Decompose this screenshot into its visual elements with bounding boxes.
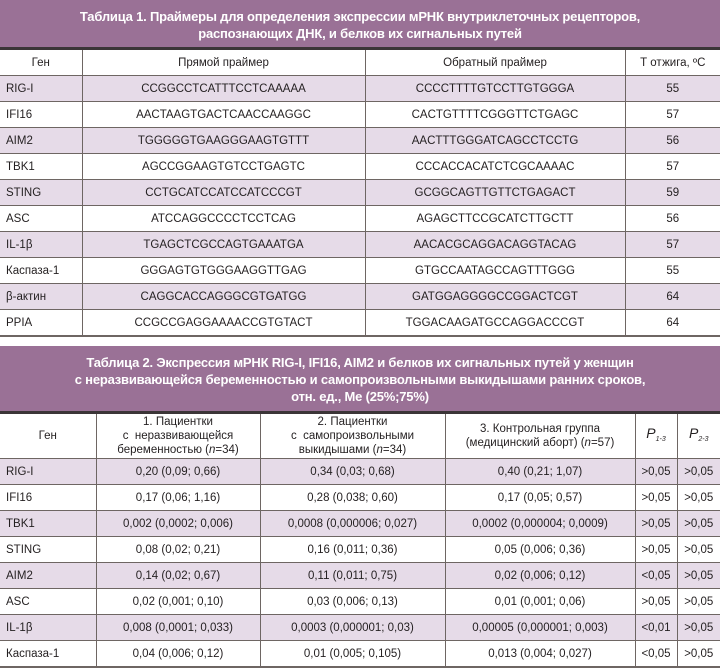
cell-forward-primer: CCGCCGAGGAAAACCGTGTACT <box>82 310 365 337</box>
table-row <box>0 563 720 589</box>
header-text: =34) <box>382 444 407 456</box>
cell-gene: β-актин <box>0 284 82 310</box>
cell-forward-primer: GGGAGTGTGGGAAGGTTGAG <box>82 258 365 284</box>
cell-annealing-temp: 56 <box>625 206 720 232</box>
cell-group-2: 0,28 (0,038; 0,60) <box>260 485 445 511</box>
cell-group-3: 0,05 (0,006; 0,36) <box>445 537 635 563</box>
cell-group-1: 0,008 (0,0001; 0,033) <box>96 615 260 641</box>
cell-reverse-primer: CCCACCACATCTCGCAAAAC <box>365 154 625 180</box>
table-2 <box>0 346 720 668</box>
cell-group-3: 0,00005 (0,000001; 0,003) <box>445 615 635 641</box>
cell-group-3: 0,40 (0,21; 1,07) <box>445 459 635 485</box>
table-1-caption <box>0 0 720 50</box>
header-row <box>0 414 720 459</box>
cell-gene: STING <box>0 180 82 206</box>
table-row <box>0 128 720 154</box>
cell-forward-primer: ATCCAGGCCCCTCCTCAG <box>82 206 365 232</box>
cell-forward-primer: AGCCGGAAGTGTCCTGAGTC <box>82 154 365 180</box>
cell-group-2: 0,0008 (0,000006; 0,027) <box>260 511 445 537</box>
header-text: 3. Контрольная группа <box>480 423 600 435</box>
header-text: с самопроизвольными <box>290 430 415 442</box>
table-row <box>0 232 720 258</box>
cell-gene: AIM2 <box>0 128 82 154</box>
col-header-group-1 <box>96 414 260 459</box>
cell-reverse-primer: AACTTTGGGATCAGCCTCCTG <box>365 128 625 154</box>
cell-group-1: 0,02 (0,001; 0,10) <box>96 589 260 615</box>
header-text: =57) <box>590 437 615 449</box>
header-text: выкидышами ( <box>298 444 377 456</box>
cell-reverse-primer: GTGCCAATAGCCAGTTTGGG <box>365 258 625 284</box>
cell-group-2: 0,01 (0,005; 0,105) <box>260 641 445 668</box>
header-text: 1. Пациентки <box>143 416 213 428</box>
cell-group-1: 0,08 (0,02; 0,21) <box>96 537 260 563</box>
col-header-forward-primer: Прямой праймер <box>82 50 365 76</box>
caption-line: с неразвивающейся беременностью и самопроизвольными выкидышами ранних сроков, <box>74 372 646 387</box>
n-letter: n <box>208 444 216 456</box>
cell-group-2: 0,03 (0,006; 0,13) <box>260 589 445 615</box>
cell-gene: IFI16 <box>0 485 96 511</box>
cell-gene: RIG-I <box>0 459 96 485</box>
p-subscript: 1-3 <box>655 435 666 443</box>
cell-reverse-primer: CCCCTTTTGTCCTTGTGGGA <box>365 76 625 102</box>
table-row <box>0 537 720 563</box>
cell-gene: ASC <box>0 206 82 232</box>
cell-gene: PPIA <box>0 310 82 337</box>
col-header-reverse-primer: Обратный праймер <box>365 50 625 76</box>
table-row <box>0 284 720 310</box>
cell-group-3: 0,01 (0,001; 0,06) <box>445 589 635 615</box>
header-text: беременностью ( <box>117 444 209 456</box>
cell-annealing-temp: 57 <box>625 102 720 128</box>
cell-p23: >0,05 <box>677 485 720 511</box>
p-letter: P <box>646 424 656 441</box>
cell-reverse-primer: GCGGCAGTTGTTCTGAGACT <box>365 180 625 206</box>
table-row <box>0 641 720 668</box>
cell-group-3: 0,02 (0,006; 0,12) <box>445 563 635 589</box>
cell-p23: >0,05 <box>677 511 720 537</box>
cell-group-1: 0,002 (0,0002; 0,006) <box>96 511 260 537</box>
cell-p13: <0,05 <box>635 563 677 589</box>
col-header-annealing-temp: Т отжига, ºС <box>625 50 720 76</box>
cell-gene: IL-1β <box>0 232 82 258</box>
cell-gene: Каспаза-1 <box>0 641 96 668</box>
cell-gene: IL-1β <box>0 615 96 641</box>
header-text: (медицинский аборт) ( <box>465 437 585 449</box>
cell-p23: >0,05 <box>677 641 720 668</box>
cell-group-1: 0,14 (0,02; 0,67) <box>96 563 260 589</box>
cell-p23: >0,05 <box>677 615 720 641</box>
cell-annealing-temp: 57 <box>625 154 720 180</box>
cell-group-2: 0,16 (0,011; 0,36) <box>260 537 445 563</box>
col-header-p23 <box>677 414 720 459</box>
cell-group-2: 0,34 (0,03; 0,68) <box>260 459 445 485</box>
table-row <box>0 180 720 206</box>
cell-reverse-primer: GATGGAGGGGCCGGACTCGT <box>365 284 625 310</box>
p-letter: P <box>689 424 699 441</box>
cell-gene: AIM2 <box>0 563 96 589</box>
cell-annealing-temp: 59 <box>625 180 720 206</box>
primers-table <box>0 50 720 337</box>
cell-p13: >0,05 <box>635 459 677 485</box>
cell-p13: >0,05 <box>635 485 677 511</box>
cell-group-1: 0,20 (0,09; 0,66) <box>96 459 260 485</box>
cell-p13: <0,01 <box>635 615 677 641</box>
caption-line: Таблица 1. Праймеры для определения экспрессии мРНК внутриклеточных рецепторов, <box>79 9 641 24</box>
table-row <box>0 459 720 485</box>
cell-forward-primer: CAGGCACCAGGGCGTGATGG <box>82 284 365 310</box>
cell-annealing-temp: 55 <box>625 258 720 284</box>
cell-forward-primer: CCGGCCTCATTTCCTCAAAAA <box>82 76 365 102</box>
cell-reverse-primer: AGAGCTTCCGCATCTTGCTT <box>365 206 625 232</box>
col-header-p13 <box>635 414 677 459</box>
cell-p23: >0,05 <box>677 589 720 615</box>
table-row <box>0 485 720 511</box>
cell-p13: >0,05 <box>635 537 677 563</box>
cell-reverse-primer: TGGACAAGATGCCAGGACCCGT <box>365 310 625 337</box>
cell-gene: RIG-I <box>0 76 82 102</box>
cell-group-3: 0,17 (0,05; 0,57) <box>445 485 635 511</box>
table-row <box>0 615 720 641</box>
cell-gene: IFI16 <box>0 102 82 128</box>
header-row <box>0 50 720 76</box>
table-row <box>0 258 720 284</box>
cell-annealing-temp: 55 <box>625 76 720 102</box>
cell-group-1: 0,04 (0,006; 0,12) <box>96 641 260 668</box>
n-letter: n <box>584 437 591 449</box>
table-row <box>0 76 720 102</box>
n-letter: n <box>376 444 383 456</box>
cell-reverse-primer: AACACGCAGGACAGGTACAG <box>365 232 625 258</box>
cell-p13: <0,05 <box>635 641 677 668</box>
cell-gene: STING <box>0 537 96 563</box>
table-row <box>0 511 720 537</box>
header-text: =34) <box>215 444 239 456</box>
table-row <box>0 102 720 128</box>
cell-p23: >0,05 <box>677 537 720 563</box>
p-subscript: 2-3 <box>698 435 709 443</box>
col-header-group-3 <box>445 414 635 459</box>
cell-forward-primer: TGGGGGTGAAGGGAAGTGTTT <box>82 128 365 154</box>
cell-group-2: 0,11 (0,011; 0,75) <box>260 563 445 589</box>
cell-p13: >0,05 <box>635 511 677 537</box>
cell-group-3: 0,0002 (0,000004; 0,0009) <box>445 511 635 537</box>
table-row <box>0 589 720 615</box>
cell-group-1: 0,17 (0,06; 1,16) <box>96 485 260 511</box>
caption-line: отн. ед., Me (25%;75%) <box>291 389 429 404</box>
cell-group-3: 0,013 (0,004; 0,027) <box>445 641 635 668</box>
cell-reverse-primer: CACTGTTTTCGGGTTCTGAGC <box>365 102 625 128</box>
cell-forward-primer: AACTAAGTGACTCAACCAAGGC <box>82 102 365 128</box>
cell-gene: TBK1 <box>0 154 82 180</box>
caption-line: Таблица 2. Экспрессия мРНК RIG-I, IFI16, AIM2 и белков их сигнальных путей у женщин <box>86 355 634 370</box>
col-header-gene: Ген <box>0 50 82 76</box>
header-text: 2. Пациентки <box>317 416 388 428</box>
cell-p23: >0,05 <box>677 563 720 589</box>
cell-annealing-temp: 64 <box>625 284 720 310</box>
cell-gene: TBK1 <box>0 511 96 537</box>
cell-gene: ASC <box>0 589 96 615</box>
table-row <box>0 154 720 180</box>
header-text: с неразвивающейся <box>122 430 234 442</box>
cell-forward-primer: TGAGCTCGCCAGTGAAATGA <box>82 232 365 258</box>
expression-table <box>0 414 720 668</box>
cell-group-2: 0,0003 (0,000001; 0,03) <box>260 615 445 641</box>
caption-line: распознающих ДНК, и белков их сигнальных путей <box>198 26 522 41</box>
col-header-group-2 <box>260 414 445 459</box>
cell-annealing-temp: 57 <box>625 232 720 258</box>
cell-forward-primer: CCTGCATCCATCCATCCCGT <box>82 180 365 206</box>
cell-p13: >0,05 <box>635 589 677 615</box>
col-header-gene: Ген <box>0 414 96 459</box>
table-2-caption <box>0 346 720 414</box>
table-row <box>0 310 720 337</box>
table-row <box>0 206 720 232</box>
cell-gene: Каспаза-1 <box>0 258 82 284</box>
cell-annealing-temp: 64 <box>625 310 720 337</box>
cell-p23: >0,05 <box>677 459 720 485</box>
cell-annealing-temp: 56 <box>625 128 720 154</box>
